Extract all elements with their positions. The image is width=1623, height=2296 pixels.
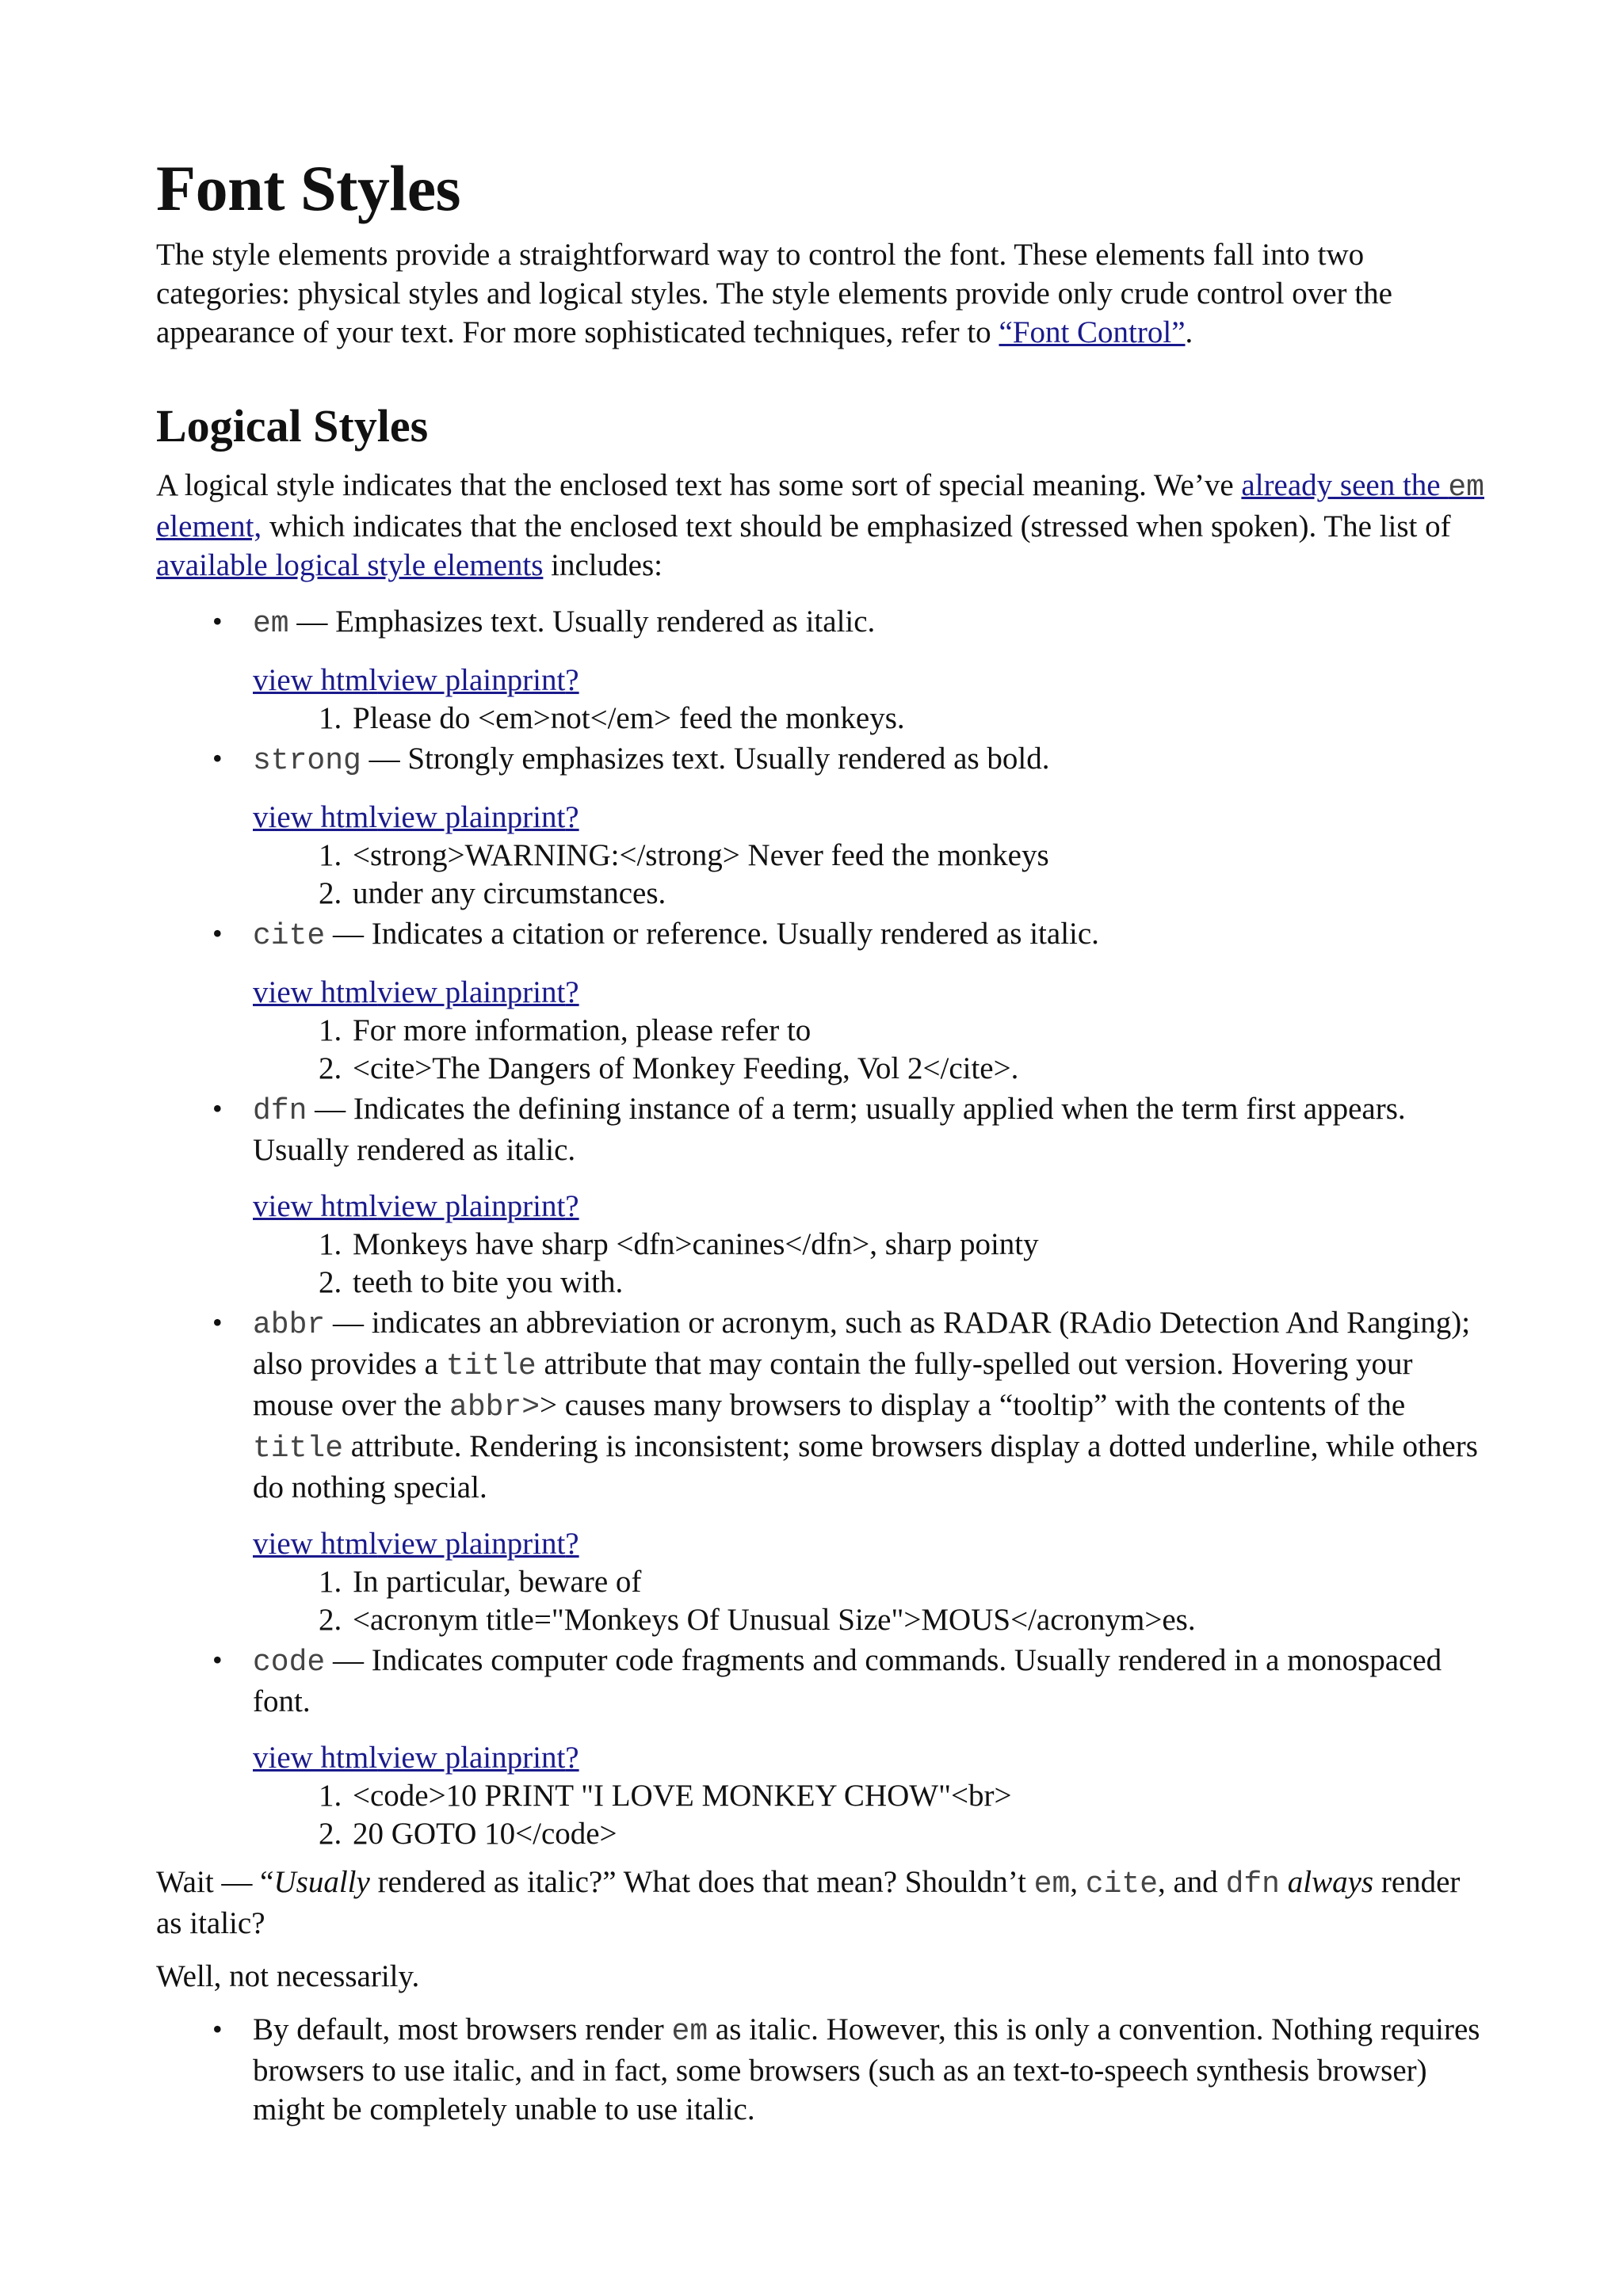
intro-text-end: . — [1185, 315, 1193, 350]
code-snippet — [253, 700, 1487, 738]
list-item-default — [212, 2010, 1487, 2129]
print-link[interactable]: print — [506, 1526, 566, 1561]
code-snippet — [253, 1777, 1487, 1853]
list-item-code — [212, 1641, 1487, 1853]
wait-text: , and — [1158, 1864, 1226, 1899]
code-line: 1. <strong>WARNING:</strong> Never feed the monkeys — [349, 837, 1487, 875]
print-link[interactable]: print — [506, 799, 566, 834]
help-link[interactable]: ? — [565, 1188, 579, 1223]
code-line: 1. For more information, please refer to — [349, 1012, 1487, 1050]
help-link[interactable]: ? — [565, 1526, 579, 1561]
item-desc-text: — Indicates a citation or reference. Usually rendered as italic. — [325, 916, 1099, 951]
snippet-toolbar — [253, 1524, 1487, 1563]
inline-code: em — [1033, 1867, 1071, 1901]
inline-code: title — [445, 1348, 537, 1383]
item-desc-text: — Emphasizes text. Usually rendered as italic. — [288, 604, 876, 639]
item-desc-text: attribute that may contain the fully-spelled out version. Hovering your mouse over the — [253, 1346, 1413, 1422]
item-desc-text: — indicates an abbreviation or acronym, such as RADAR (RAdio Detection And Ranging); also provides a — [253, 1305, 1471, 1381]
always-emphasis: always — [1287, 1864, 1374, 1899]
item-desc-text: — Indicates computer code fragments and commands. Usually rendered in a monospaced font. — [253, 1642, 1442, 1718]
em-code-inline: em — [1448, 470, 1484, 505]
document-page — [156, 154, 1487, 2129]
item-desc-text: — Strongly emphasizes text. Usually rendered as bold. — [361, 741, 1050, 776]
tag-name: cite — [253, 918, 326, 953]
code-line: 2. <cite>The Dangers of Monkey Feeding, Vol 2</cite>. — [349, 1050, 1487, 1088]
inline-code: cite — [1085, 1867, 1158, 1901]
print-link[interactable]: print — [506, 974, 566, 1009]
code-snippet — [253, 837, 1487, 913]
well-paragraph: Well, not necessarily. — [156, 1958, 420, 1993]
code-line: 2. under any circumstances. — [349, 875, 1487, 913]
bullet-icon: • — [212, 1306, 223, 1338]
code-line: 1. Monkeys have sharp <dfn>canines</dfn>, sharp pointy — [349, 1226, 1487, 1264]
code-snippet — [253, 1226, 1487, 1302]
already-seen-text: already seen the — [1241, 467, 1449, 502]
logical-style-list — [156, 602, 1487, 1853]
logical-intro-text: A logical style indicates that the enclosed text has some sort of special meaning. We’ve — [156, 467, 1242, 502]
wait-text — [1280, 1865, 1288, 1899]
print-link[interactable]: print — [506, 1188, 566, 1223]
list-item-em — [212, 602, 1487, 738]
code-snippet — [253, 1012, 1487, 1088]
view-html-link[interactable]: view html — [253, 974, 378, 1009]
code-line: 1. Please do <em>not</em> feed the monkeys. — [349, 700, 1487, 738]
tag-name: strong — [253, 743, 361, 778]
usually-emphasis: Usually — [273, 1864, 370, 1899]
view-html-link[interactable]: view html — [253, 662, 378, 697]
logical-styles-heading: Logical Styles — [156, 400, 429, 452]
snippet-toolbar — [253, 973, 1487, 1012]
help-link[interactable]: ? — [565, 799, 579, 834]
list-item-dfn — [212, 1089, 1487, 1302]
view-html-link[interactable]: view html — [253, 1526, 378, 1561]
snippet-toolbar — [253, 661, 1487, 700]
view-plain-link[interactable]: view plain — [377, 1188, 507, 1223]
tag-name: code — [253, 1645, 326, 1680]
item-description — [253, 1303, 1487, 1507]
wait-text: , — [1070, 1864, 1086, 1899]
view-html-link[interactable]: view html — [253, 1740, 378, 1775]
snippet-toolbar — [253, 798, 1487, 837]
intro-paragraph — [156, 235, 1487, 352]
help-link[interactable]: ? — [565, 1740, 579, 1775]
snippet-toolbar — [253, 1738, 1487, 1777]
item-desc-text: > causes many browsers to display a “tooltip” with the contents of the — [540, 1387, 1406, 1422]
available-logical-elements-link[interactable]: available logical style elements — [156, 547, 544, 582]
item-description — [253, 1089, 1487, 1169]
view-plain-link[interactable]: view plain — [377, 974, 507, 1009]
item-desc-text: attribute. Rendering is inconsistent; some browsers display a dotted underline, while others do nothing special. — [253, 1428, 1478, 1505]
code-snippet — [253, 1563, 1487, 1639]
logical-end-text: includes: — [543, 547, 663, 582]
tag-name: abbr — [253, 1307, 326, 1342]
default-rendering-list — [156, 2010, 1487, 2129]
wait-paragraph — [156, 1863, 1487, 1943]
wait-text: render as italic? — [156, 1864, 1461, 1940]
bullet-icon: • — [212, 917, 223, 949]
bullet-icon: • — [212, 2012, 223, 2045]
code-line: 1. <code>10 PRINT "I LOVE MONKEY CHOW"<br> — [349, 1777, 1487, 1815]
list-item-cite — [212, 914, 1487, 1088]
font-control-link[interactable]: “Font Control” — [999, 315, 1186, 350]
code-line: 2. teeth to bite you with. — [349, 1264, 1487, 1302]
item-description — [253, 739, 1487, 780]
element-text: element, — [156, 509, 262, 543]
view-html-link[interactable]: view html — [253, 1188, 378, 1223]
tag-name: dfn — [253, 1093, 307, 1128]
item-description — [253, 914, 1487, 955]
item-text: By default, most browsers render — [253, 2012, 672, 2046]
inline-code: abbr> — [449, 1390, 540, 1425]
list-item-abbr — [212, 1303, 1487, 1639]
tag-name: em — [253, 606, 289, 641]
view-plain-link[interactable]: view plain — [377, 1526, 507, 1561]
inline-code: title — [253, 1431, 344, 1466]
view-plain-link[interactable]: view plain — [377, 1740, 507, 1775]
help-link[interactable]: ? — [565, 974, 579, 1009]
code-line: 2. 20 GOTO 10</code> — [349, 1815, 1487, 1853]
page-title: Font Styles — [156, 152, 460, 224]
bullet-icon: • — [212, 605, 223, 637]
inline-code: em — [671, 2014, 708, 2049]
code-line: 1. In particular, beware of — [349, 1563, 1487, 1601]
bullet-icon: • — [212, 1643, 223, 1676]
wait-text: rendered as italic?” What does that mean? Shouldn’t — [369, 1864, 1034, 1899]
view-html-link[interactable]: view html — [253, 799, 378, 834]
item-text: as italic. However, this is only a convention. Nothing requires browsers to use italic, and in fact, some browsers (such as an text-to-speech synthesis browser) might be completely unable to use italic. — [253, 2012, 1480, 2126]
logical-mid-text: which indicates that the enclosed text should be emphasized (stressed when spoken). The list of — [262, 509, 1451, 543]
view-plain-link[interactable]: view plain — [377, 662, 507, 697]
wait-text: Wait — “ — [156, 1864, 274, 1899]
print-link[interactable]: print — [506, 1740, 566, 1775]
item-desc-text: — Indicates the defining instance of a term; usually applied when the term first appears. Usually rendered as italic. — [253, 1091, 1406, 1167]
list-item-strong — [212, 739, 1487, 913]
bullet-icon: • — [212, 1092, 223, 1124]
code-line: 2. <acronym title="Monkeys Of Unusual Size">MOUS</acronym>es. — [349, 1601, 1487, 1639]
item-description — [253, 602, 1487, 643]
logical-intro-paragraph — [156, 466, 1487, 585]
view-plain-link[interactable]: view plain — [377, 799, 507, 834]
inline-code: dfn — [1225, 1867, 1280, 1901]
bullet-icon: • — [212, 742, 223, 774]
intro-text: The style elements provide a straightforward way to control the font. These elements fall into two categories: physical styles and logical styles. The style elements provide only crude control over the appearance of your text. For more sophisticated techniques, refer to — [156, 238, 1392, 350]
snippet-toolbar — [253, 1187, 1487, 1226]
print-link[interactable]: print — [506, 662, 566, 697]
item-description — [253, 1641, 1487, 1721]
help-link[interactable]: ? — [565, 662, 579, 697]
